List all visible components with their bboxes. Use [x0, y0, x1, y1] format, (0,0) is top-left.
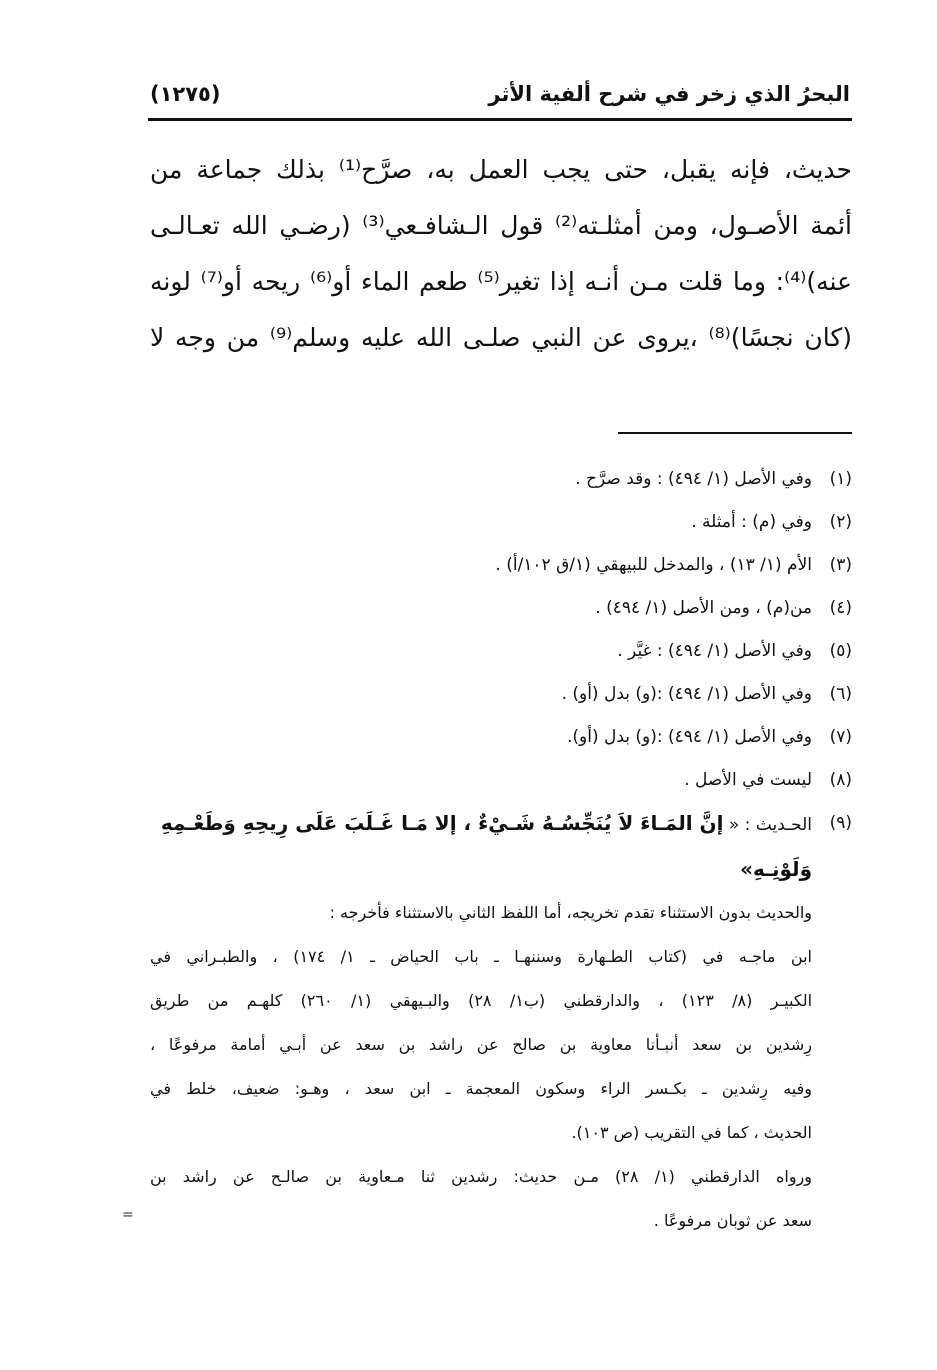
- footnote-line: الحديث ، كما في التقريب (ص ١٠٣).: [571, 1123, 812, 1142]
- footnote-text: الأم (١/ ١٣) ، والمدخل للبيهقي (١/ق ١٠٢/أ) .: [495, 555, 812, 575]
- footnotes: [150, 458, 852, 1243]
- footnote: [150, 587, 852, 630]
- main-text: [150, 142, 852, 366]
- footnote-line: ابن ماجـه في (كتاب الطـهارة وسننهـا ـ باب الحياض ـ ١/ ١٧٤) ، والطبـراني في: [150, 947, 812, 966]
- hadith-text: إنَّ المَـاءَ لاَ يُنَجِّسُـهُ شَـيْءٌ ، إلا مَـا غَـلَبَ عَلَى رِيحِهِ وَطَعْـمِهِ: [160, 811, 724, 835]
- footnote-number: (٤): [829, 598, 852, 618]
- footnote-text: وفي الأصل (١/ ٤٩٤) : وقد صرَّح .: [575, 469, 812, 489]
- footnote-text: وفي الأصل (١/ ٤٩٤) :(و) بدل (أو) .: [561, 684, 812, 704]
- footnote-number: (٢): [829, 512, 852, 532]
- page-number: (١٢٧٥): [150, 82, 221, 106]
- footnote-line: سعد عن ثوبان مرفوعًا .: [653, 1211, 812, 1230]
- footnote-hadith: [150, 802, 852, 847]
- footnote: [150, 673, 852, 716]
- footnote-line: وفيه رِشدين ـ بكـسر الراء وسكون المعجمة ـ ابن سعد ، وهـو: ضعيف، خلط في: [150, 1079, 812, 1098]
- footnote: [150, 544, 852, 587]
- footnote-number: (٧): [829, 727, 852, 747]
- footnote-number: (٦): [829, 684, 852, 704]
- hadith-label: الحـديث : «: [728, 815, 812, 835]
- footnote: [150, 630, 852, 673]
- footnote-line: ورواه الدارقطني (١/ ٢٨) مـن حديث: رشدين ثنا مـعاوية بن صالـح عن راشد بن: [150, 1167, 812, 1186]
- footnote: [150, 458, 852, 501]
- hadith-continuation: [150, 847, 852, 1243]
- footnote-line: الكبيـر (٨/ ١٢٣) ، والدارقطني (ب١/ ٢٨) والبـيهقي (١/ ٢٦٠) كلهـم من طريق: [150, 991, 812, 1010]
- footnote-text: ليست في الأصل .: [684, 770, 812, 790]
- main-text-line: أئمة الأصـول، ومن أمثلـته⁽²⁾ قول الـشافـعي⁽³⁾ (رضـي الله تعـالـى: [150, 211, 852, 240]
- footnote-number: (٩): [829, 813, 852, 833]
- footnote-line: رِشدين بن سعد أنبـأنا معاوية بن صالح عن راشد بن سعد عن أبـي أمامة مرفوعًا ،: [150, 1035, 812, 1054]
- footnote: [150, 759, 852, 802]
- page-header: [150, 74, 850, 114]
- footnote-line: والحديث بدون الاستثناء تقدم تخريجه، أما اللفظ الثاني بالاستثناء فأخرجه :: [329, 903, 812, 922]
- footnote: [150, 501, 852, 544]
- footnote-text: [150, 802, 812, 847]
- footnote-text: وفي الأصل (١/ ٤٩٤) : غيَّر .: [617, 641, 812, 661]
- footnote-separator: [618, 432, 852, 434]
- footnote: [150, 716, 852, 759]
- header-rule: [148, 118, 852, 121]
- margin-mark: =: [122, 1207, 134, 1223]
- hadith-text-end: وَلَوْنِـهِ»: [740, 857, 812, 881]
- footnote-number: (٣): [829, 555, 852, 575]
- footnote-text: من(م) ، ومن الأصل (١/ ٤٩٤) .: [595, 598, 812, 618]
- footnote-number: (١): [829, 469, 852, 489]
- main-text-line: حديث، فإنه يقبل، حتى يجب العمل به، صرَّح⁽¹⁾ بذلك جماعة من: [150, 155, 852, 184]
- main-text-line: عنه)⁽⁴⁾: وما قلت مـن أنـه إذا تغير⁽⁵⁾ طعم الماء أو⁽⁶⁾ ريحه أو⁽⁷⁾ لونه: [150, 267, 852, 296]
- footnote-number: (٨): [829, 770, 852, 790]
- main-text-line: (كان نجسًا)⁽⁸⁾ ،يروى عن النبي صلـى الله عليه وسلم⁽⁹⁾ من وجه لا: [150, 323, 852, 352]
- footnote-text: وفي (م) : أمثلة .: [691, 512, 812, 532]
- footnote-number: (٥): [829, 641, 852, 661]
- running-title: البحرُ الذي زخر في شرح ألفية الأثر: [488, 82, 850, 106]
- footnote-text: وفي الأصل (١/ ٤٩٤) :(و) بدل (أو).: [566, 727, 812, 747]
